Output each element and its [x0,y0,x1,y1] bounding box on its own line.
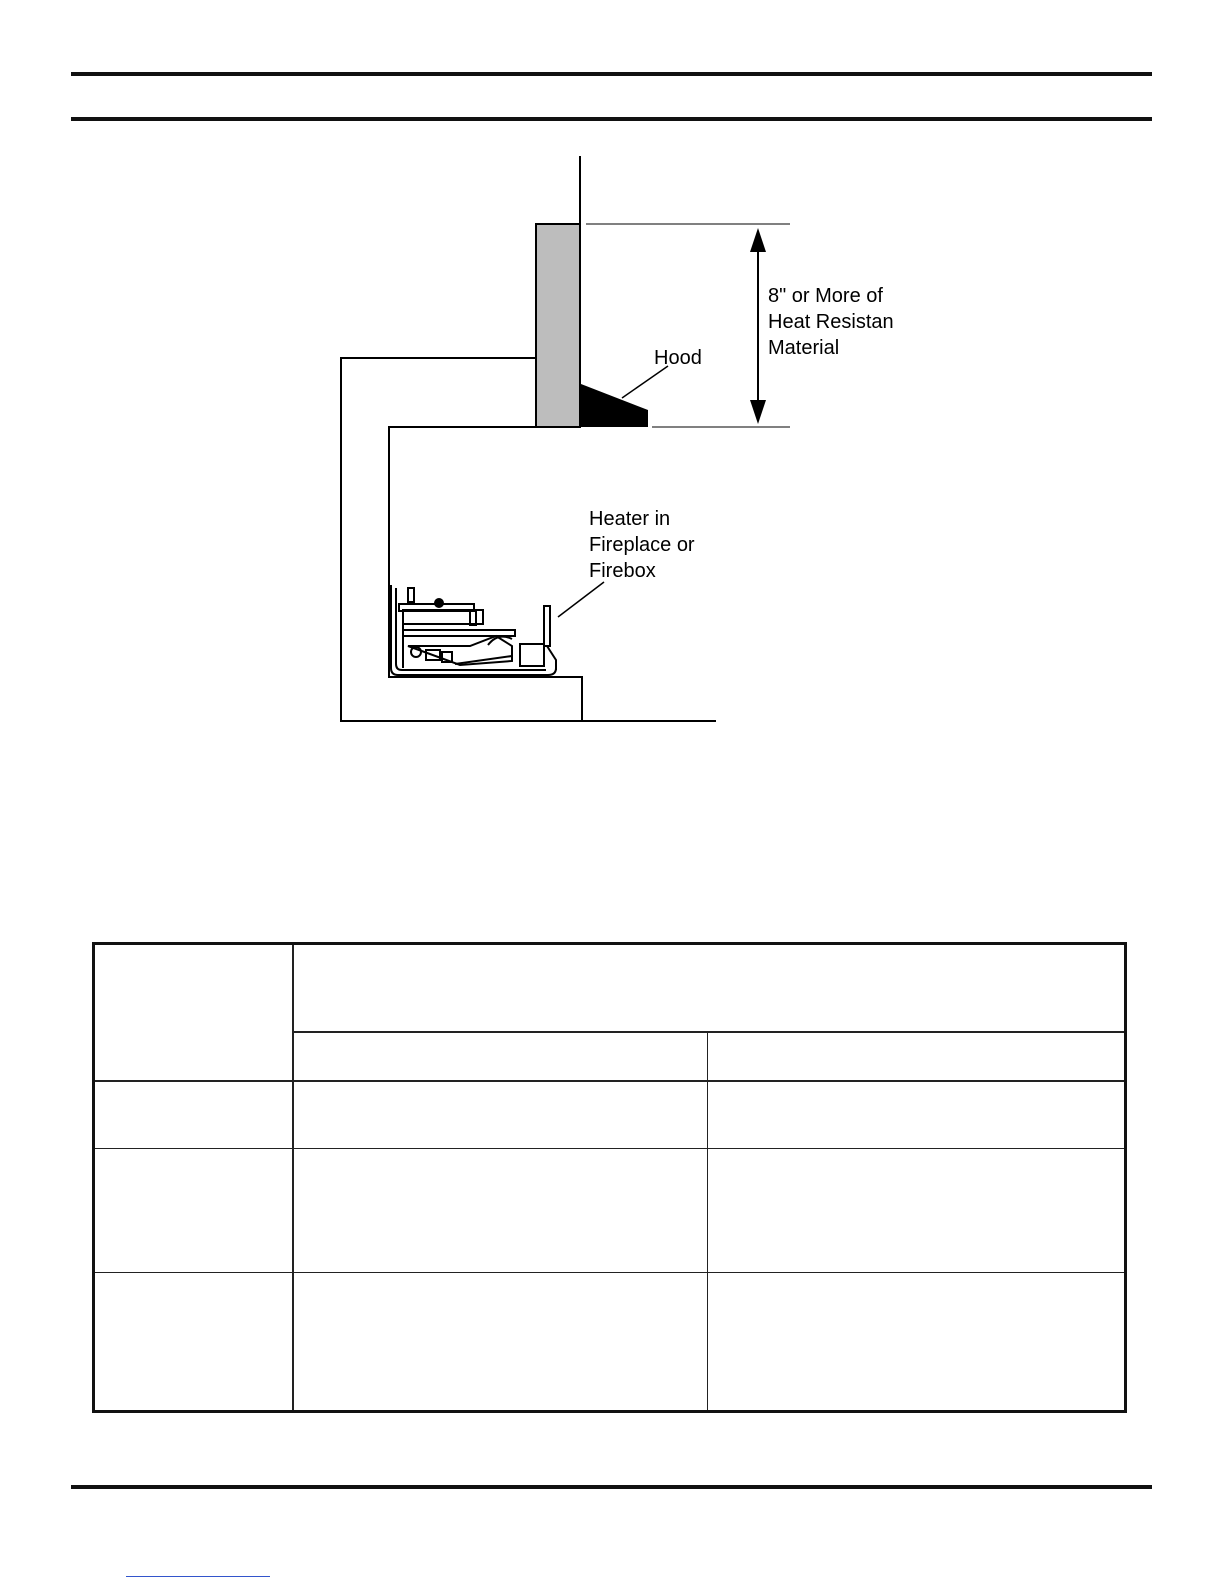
hood-label: Hood [654,347,702,369]
hood-shape [581,384,648,427]
table-column-divider-1 [292,945,294,1410]
heat-resistant-material [536,224,580,427]
table-row-divider-3 [95,1272,1124,1273]
table-row-divider-1 [95,1080,1124,1082]
heater-drawing [391,585,556,675]
footer-rule [71,1485,1152,1489]
table-row-divider-2 [95,1148,1124,1149]
table-column-divider-2 [707,1031,708,1410]
dimension-label-line-1: 8" or More of [768,285,883,307]
heater-label-line-1: Heater in [589,508,671,530]
table-header-divider [292,1031,1124,1033]
heater-label-line-2: Fireplace or [589,534,695,556]
heater-leader-line [558,582,604,617]
dimension-label-line-2: Heat Resistan [768,311,894,333]
arrow-down-icon [750,400,766,424]
hood-leader-line [622,366,668,398]
specification-table [92,942,1127,1413]
fireplace-clearance-diagram [0,0,1225,760]
footer-link-underline[interactable] [126,1576,270,1577]
heater-label-line-3: Firebox [589,560,656,582]
dimension-label-line-3: Material [768,337,840,359]
arrow-up-icon [750,228,766,252]
